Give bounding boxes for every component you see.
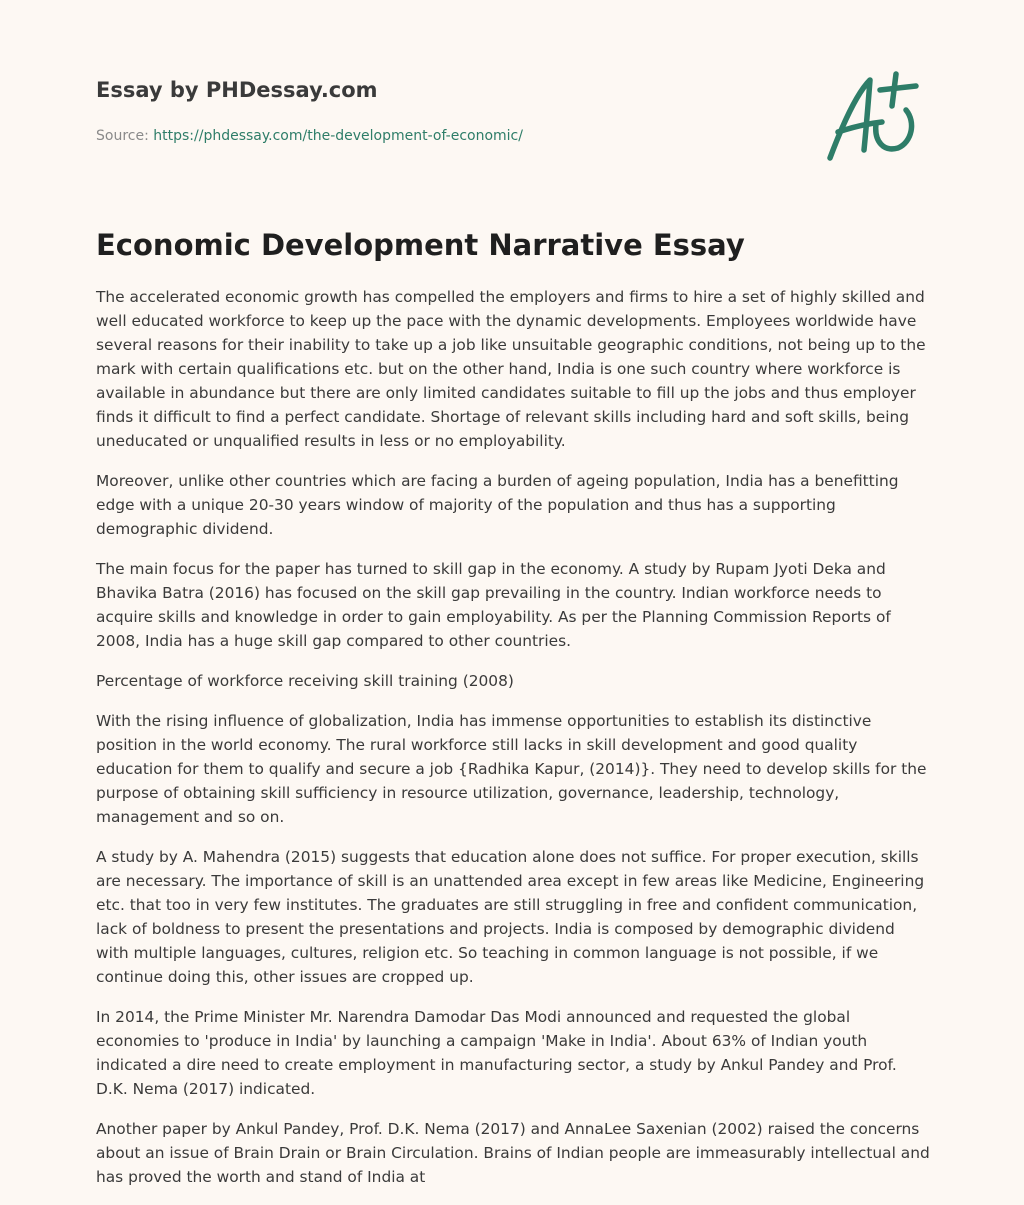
essay-paragraph: In 2014, the Prime Minister Mr. Narendra Damodar Das Modi announced and requested the global economies to 'produce in India' by launching a campaign 'Make in India'. About 63% of Indian youth indicated a dire need to create employment in manufacturing sector, a study by Ankul Pandey and Prof. D.K. Nema (2017) indicated. bbox=[96, 1008, 897, 1098]
essay-title: Economic Development Narrative Essay bbox=[96, 228, 745, 262]
source-label: Source: bbox=[96, 128, 154, 144]
source-line bbox=[96, 126, 696, 146]
source-link[interactable]: https://phdessay.com/the-development-of-economic/ bbox=[153, 128, 523, 144]
essay-body bbox=[96, 285, 932, 1205]
site-brand: Essay by PHDessay.com bbox=[96, 78, 378, 102]
a-plus-logo-icon bbox=[820, 66, 928, 166]
essay-paragraph: Percentage of workforce receiving skill training (2008) bbox=[96, 672, 514, 690]
essay-paragraph: The accelerated economic growth has compelled the employers and firms to hire a set of highly skilled and well educated workforce to keep up the pace with the dynamic developments. Employees worldwide have several reasons for their inability to take up a job like unsuitable geographic conditions, not being up to the mark with certain qualifications etc. but on the other hand, India is one such country where workforce is available in abundance but there are only limited candidates suitable to fill up the jobs and thus employer finds it difficult to find a perfect candidate. Shortage of relevant skills including hard and soft skills, being uneducated or unqualified results in less or no employability. bbox=[96, 288, 926, 450]
essay-paragraph: Moreover, unlike other countries which are facing a burden of ageing population, India has a benefitting edge with a unique 20-30 years window of majority of the population and thus has a supporting demographic dividend. bbox=[96, 472, 899, 538]
essay-paragraph: A study by A. Mahendra (2015) suggests that education alone does not suffice. For proper execution, skills are necessary. The importance of skill is an unattended area except in few areas like Medicine, Engineering etc. that too in very few institutes. The graduates are still struggling in free and confident communication, lack of boldness to present the presentations and projects. India is composed by demographic dividend with multiple languages, cultures, religion etc. So teaching in common language is not possible, if we continue doing this, other issues are cropped up. bbox=[96, 848, 925, 986]
essay-paragraph: Another paper by Ankul Pandey, Prof. D.K. Nema (2017) and AnnaLee Saxenian (2002) raised the concerns about an issue of Brain Drain or Brain Circulation. Brains of Indian people are immeasurably intellectual and has proved the worth and stand of India at bbox=[96, 1120, 930, 1186]
page-header bbox=[96, 76, 696, 146]
essay-paragraph: The main focus for the paper has turned to skill gap in the economy. A study by Rupam Jyoti Deka and Bhavika Batra (2016) has focused on the skill gap prevailing in the country. Indian workforce needs to acquire skills and knowledge in order to gain employability. As per the Planning Commission Reports of 2008, India has a huge skill gap compared to other countries. bbox=[96, 560, 891, 650]
essay-paragraph: With the rising influence of globalization, India has immense opportunities to establish its distinctive position in the world economy. The rural workforce still lacks in skill development and good quality education for them to qualify and secure a job {Radhika Kapur, (2014)}. They need to develop skills for the purpose of obtaining skill sufficiency in resource utilization, governance, leadership, technology, management and so on. bbox=[96, 712, 927, 826]
